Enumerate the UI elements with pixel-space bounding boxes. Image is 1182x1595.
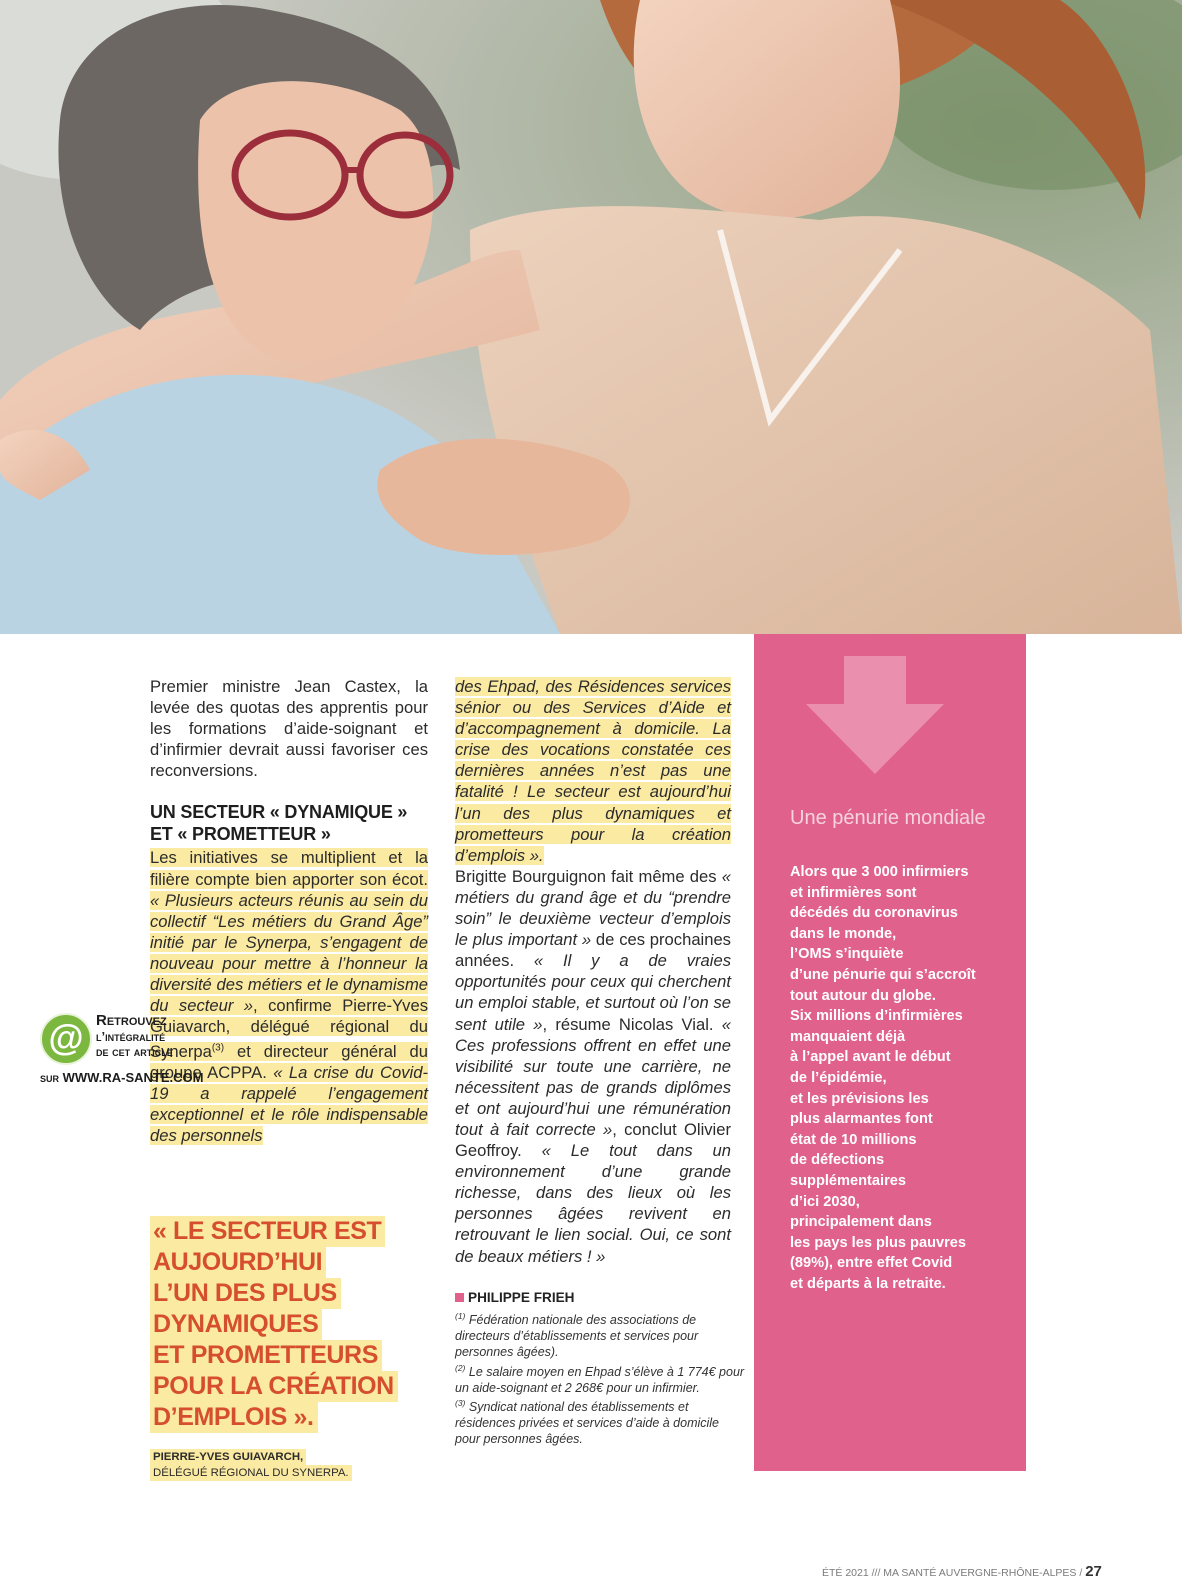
pull-quote-line: POUR LA CRÉATION (150, 1371, 398, 1402)
hero-photo (0, 0, 1182, 634)
sidebar-line: supplémentaires (790, 1172, 906, 1189)
section-subhead: UN SECTEUR « DYNAMIQUE » ET « PROMETTEUR » (150, 802, 408, 845)
sidebar-title: Une pénurie mondiale (790, 807, 986, 829)
page-number: 27 (1085, 1563, 1102, 1580)
sidebar-line: tout autour du globe. (790, 987, 936, 1004)
pull-quote-text (150, 1216, 450, 1433)
sidebar-line: d’ici 2030, (790, 1193, 860, 1210)
sidebar-body (790, 862, 1015, 1294)
sidebar-line: Six millions d’infirmières (790, 1008, 963, 1025)
intro-paragraph: Premier ministre Jean Castex, la levée des quotas des apprentis pour les formations d’aide-soignant et d’infirmier devrait aussi favoriser ces reconversions. (150, 677, 428, 781)
sidebar-line: principalement dans (790, 1214, 932, 1231)
sidebar-url[interactable]: sur WWW.RA-SANTE.COM (40, 1070, 204, 1085)
sidebar-line: et les prévisions les (790, 1090, 929, 1107)
sidebar-line: de l’épidémie, (790, 1069, 887, 1086)
caregiver-photo-illustration (0, 0, 1182, 634)
pull-quote-line: DYNAMIQUES (150, 1309, 322, 1340)
pull-quote-line: ET PROMETTEURS (150, 1340, 382, 1371)
sidebar-line: Alors que 3 000 infirmiers (790, 864, 969, 880)
page-folio: ÉTÉ 2021 /// MA SANTÉ AUVERGNE-RHÔNE-ALPES / 27 (822, 1563, 1102, 1580)
pull-quote (150, 1216, 450, 1481)
sidebar-line: de défections (790, 1152, 885, 1169)
body-paragraph: Les initiatives se multiplient et la filière compte bien apporter son écot. « Plusieurs acteurs réunis au sein du collectif “Les métiers du Grand Âge” initié par le Synerpa, s’engagent de nouveau pour mettre à l’honneur la diversité des métiers et le dynamisme du secteur », confirme Pierre-Yves Guiavarch, délégué régional du Synerpa$^{(3)}$ et directeur général du groupe ACPPA. « La crise du Covid-19 a rappelé l’engagement exceptionnel et le rôle indispensable des personnels (150, 848, 428, 1146)
magazine-name: MA SANTÉ AUVERGNE-RHÔNE-ALPES (883, 1567, 1077, 1579)
sidebar-line: état de 10 millions (790, 1131, 917, 1148)
sidebar-line: et départs à la retraite. (790, 1275, 946, 1292)
pull-quote-author: PIERRE-YVES GUIAVARCH, DÉLÉGUÉ RÉGIONAL DU SYNERPA. (150, 1449, 450, 1481)
sidebar-cta: Retrouvez l’intégralité de cet article (96, 1012, 173, 1060)
sidebar-box (754, 634, 1026, 1471)
sidebar-line: d’une pénurie qui s’accroît (790, 966, 976, 983)
quote-continuation: des Ehpad, des Résidences services sénior ou des Services d’Aide et d’accompagnement à domicile. La crise des vocations constatée ces dernières années n’est pas une fatalité ! Le secteur est aujourd’hui l’un des plus dynamiques et prometteurs pour la création d’emplois ». (455, 677, 731, 865)
author-marker-square (455, 1293, 464, 1302)
sidebar-line: les pays les plus pauvres (790, 1234, 967, 1251)
pull-quote-line: D’EMPLOIS ». (150, 1402, 318, 1433)
sidebar-line: plus alarmantes font (790, 1111, 933, 1128)
sidebar-line: manquaient déjà (790, 1028, 906, 1045)
sidebar-line: (89%), entre effet Covid (790, 1255, 953, 1272)
sidebar-line: et infirmières sont (790, 884, 917, 901)
body-paragraph-2: Brigitte Bourguignon fait même des « métiers du grand âge et du “prendre soin” le deuxième vecteur d’emplois le plus important » de ces prochaines années. « Il y a de vraies opportunités pour ceux qui cherchent un emploi stable, et surtout où l’on se sent utile », résume Nicolas Vial. « Ces professions offrent en effet une visibilité sur toute une carrière, ne nécessitent pas de grands diplômes et ont aujourd’hui une rémunération tout à fait correcte », conclut Olivier Geoffroy. « Le tout dans un environnement d’une grande richesse, dans des lieux où les personnes âgées revivent en retrouvant le lien social. Oui, ce sont de beaux métiers ! » (455, 866, 731, 1266)
pull-quote-line: AUJOURD’HUI (150, 1247, 326, 1278)
sidebar-line: dans le monde, (790, 925, 897, 942)
footnote-3: $^{(3)}$ Syndicat national des établissements et résidences privées et services d’aide à domicile pour personnes âgées. (455, 1398, 720, 1447)
footnotes (455, 1309, 745, 1448)
sidebar-line: l’OMS s’inquiète (790, 946, 904, 963)
at-sign-icon: @ (40, 1013, 92, 1065)
article-column-2 (455, 676, 731, 1267)
article-author: PHILIPPE FRIEH (455, 1290, 575, 1305)
pull-quote-line: « LE SECTEUR EST (150, 1216, 385, 1247)
sidebar-line: décédés du coronavirus (790, 905, 958, 922)
footnote-1: $^{(1)}$ Fédération nationale des associations de directeurs d’établissements et services pour personnes âgées). (455, 1311, 699, 1359)
footnote-2: $^{(2)}$ Le salaire moyen en Ehpad s’élève à 1 774€ pour un aide-soignant et 2 268€ pour un infirmier. (455, 1362, 745, 1395)
arrow-down-icon (806, 656, 944, 774)
pull-quote-line: L’UN DES PLUS (150, 1278, 341, 1309)
issue-label: ÉTÉ 2021 (822, 1567, 869, 1579)
sidebar-line: à l’appel avant le début (790, 1049, 951, 1066)
